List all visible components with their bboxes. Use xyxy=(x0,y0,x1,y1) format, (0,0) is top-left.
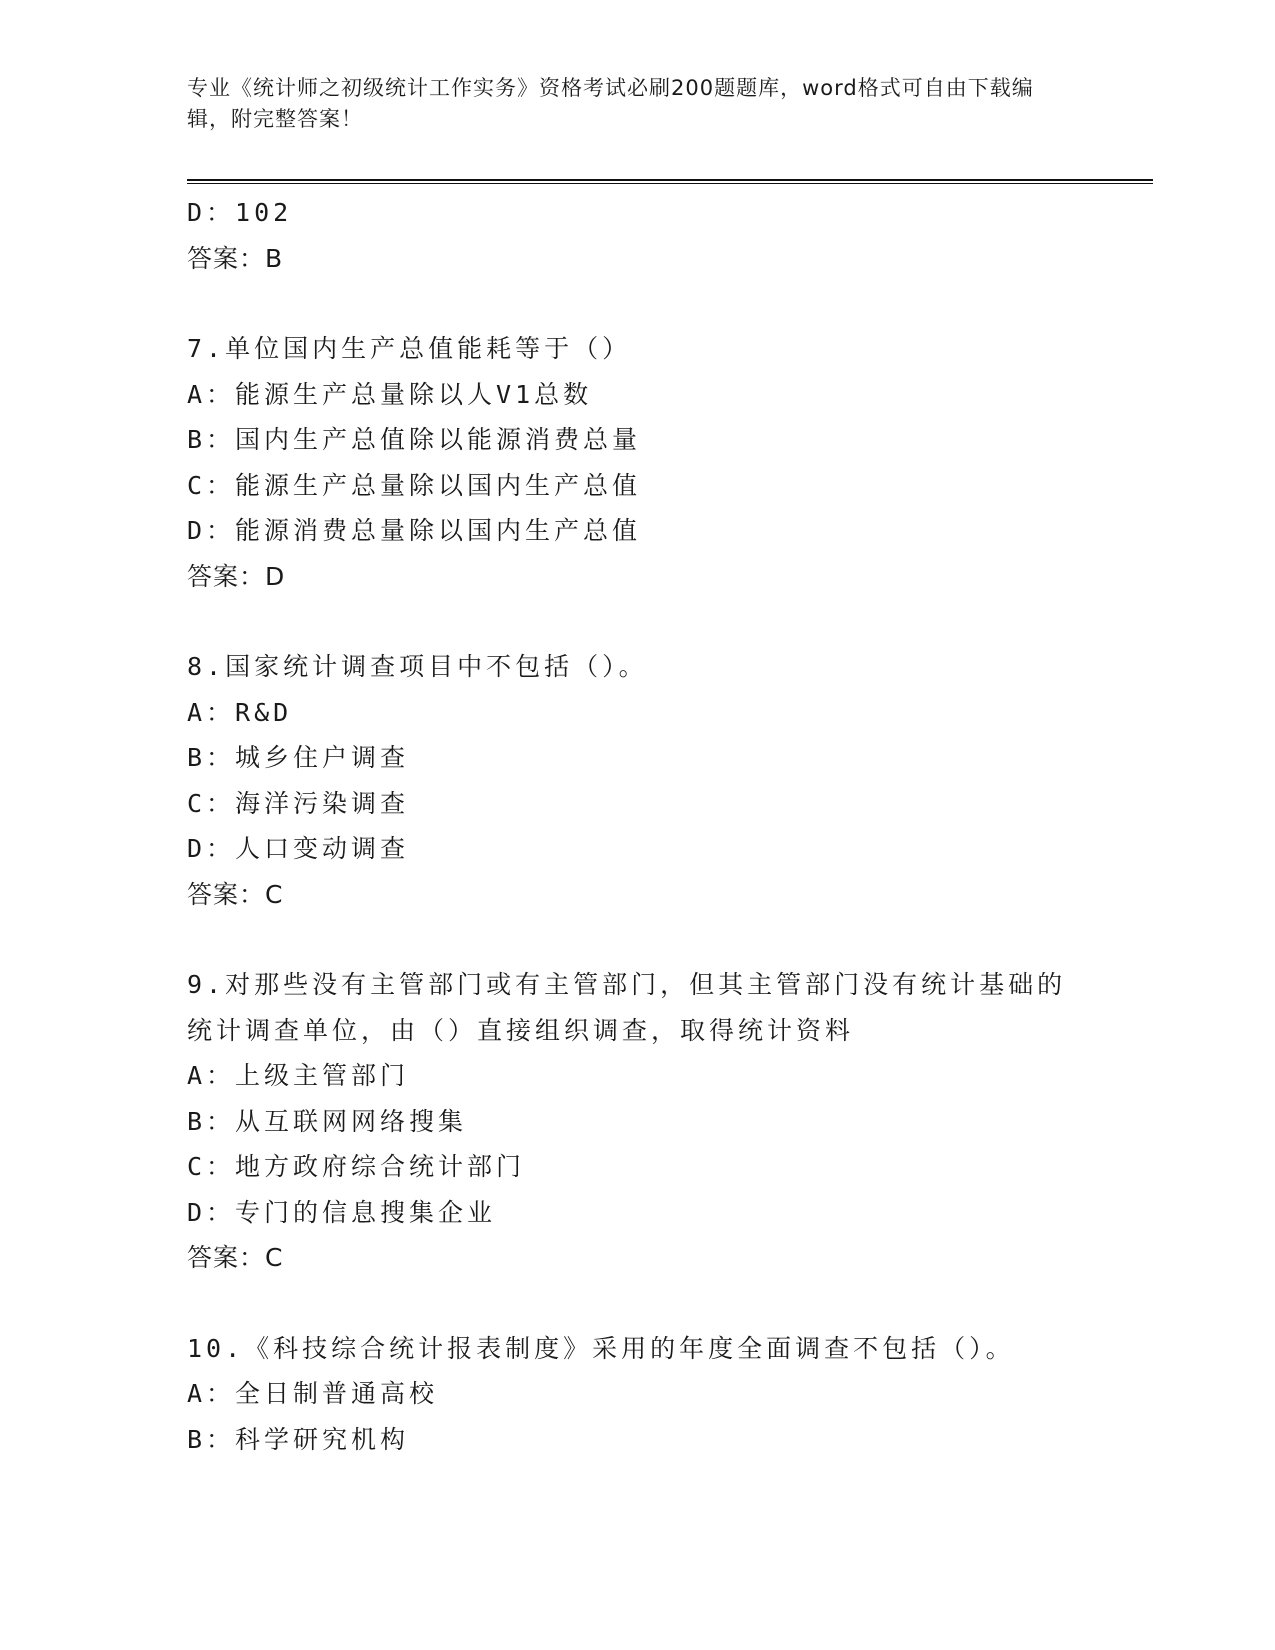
question-block-10 xyxy=(187,1326,1147,1463)
question-title-line-2: 统计调查单位，由（）直接组织调查，取得统计资料 xyxy=(187,1015,855,1045)
option-c: C：地方政府综合统计部门 xyxy=(187,1152,526,1181)
option-d: D：人口变动调查 xyxy=(187,834,410,863)
question-block-8 xyxy=(187,644,1147,917)
option-b: B：城乡住户调查 xyxy=(187,743,410,772)
option-b: B：国内生产总值除以能源消费总量 xyxy=(187,425,642,454)
option-b: B：科学研究机构 xyxy=(187,1424,410,1454)
question-title-line-1: 9.对那些没有主管部门或有主管部门，但其主管部门没有统计基础的 xyxy=(187,970,1067,999)
answer-line: 答案：C xyxy=(187,1243,284,1272)
option-d: D：能源消费总量除以国内生产总值 xyxy=(187,516,642,545)
option-a: A：上级主管部门 xyxy=(187,1061,410,1090)
option-d: D：102 xyxy=(187,198,293,227)
spacer xyxy=(187,281,1147,326)
option-d: D：专门的信息搜集企业 xyxy=(187,1197,497,1227)
question-block-7 xyxy=(187,326,1147,599)
spacer xyxy=(187,917,1147,962)
question-block-9 xyxy=(187,962,1147,1281)
answer-line: 答案：B xyxy=(187,243,284,273)
option-c: C：能源生产总量除以国内生产总值 xyxy=(187,470,642,500)
option-a: A：全日制普通高校 xyxy=(187,1379,439,1408)
spacer xyxy=(187,599,1147,644)
answer-line: 答案：C xyxy=(187,879,284,909)
question-content xyxy=(187,190,1147,1462)
option-b: B：从互联网网络搜集 xyxy=(187,1106,468,1136)
header-divider xyxy=(187,179,1153,184)
header-intro: 专业《统计师之初级统计工作实务》资格考试必刷200题题库，word格式可自由下载编辑，附完整答案！ xyxy=(187,76,1034,131)
spacer xyxy=(187,1281,1147,1326)
option-a: A：能源生产总量除以人V1总数 xyxy=(187,379,593,409)
question-title: 7.单位国内生产总值能耗等于（） xyxy=(187,334,632,363)
answer-line: 答案：D xyxy=(187,561,286,591)
option-a: A：R&D xyxy=(187,697,293,727)
question-title: 8.国家统计调查项目中不包括（）。 xyxy=(187,652,648,681)
question-title: 10.《科技综合统计报表制度》采用的年度全面调查不包括（）。 xyxy=(187,1333,1015,1363)
option-c: C：海洋污染调查 xyxy=(187,788,410,818)
